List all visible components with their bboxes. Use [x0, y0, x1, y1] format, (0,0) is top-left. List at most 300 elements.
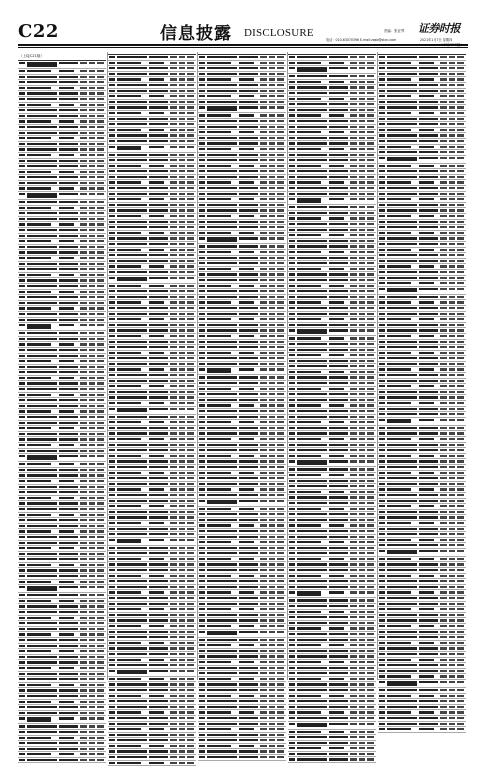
- table-cell: [170, 563, 177, 565]
- table-cell: [19, 349, 25, 351]
- table-cell: [440, 466, 447, 468]
- table-cell: [117, 73, 147, 75]
- table-cell: [59, 291, 74, 293]
- table-cell: [179, 198, 185, 200]
- table-cell: [297, 120, 327, 122]
- table-cell: [440, 112, 447, 114]
- table-cell: [59, 656, 78, 658]
- table-cell: [367, 541, 374, 543]
- table-cell: [97, 76, 104, 78]
- table-cell: [260, 137, 267, 139]
- table-cell: [297, 485, 327, 487]
- table-cell: [269, 114, 275, 116]
- table-cell: [289, 170, 295, 172]
- table-cell: [260, 472, 267, 474]
- table-cell: [297, 257, 327, 259]
- table-cell: [199, 728, 205, 730]
- table-cell: [387, 603, 417, 605]
- table-cell: [457, 460, 464, 462]
- table-cell: [350, 301, 357, 303]
- table-cell: [89, 427, 95, 429]
- table-cell: [80, 307, 87, 309]
- table-cell: [117, 90, 147, 92]
- table-cell: [419, 539, 434, 541]
- table-cell: [269, 159, 275, 161]
- editor-line: 责编：张亚琴: [384, 28, 404, 33]
- table-cell: [207, 455, 231, 457]
- table-cell: [440, 642, 447, 644]
- table-cell: [170, 335, 177, 337]
- table-cell: [359, 485, 365, 487]
- table-cell: [297, 547, 327, 549]
- table-cell: [187, 642, 194, 644]
- table-cell: [367, 229, 374, 231]
- table-cell: [179, 385, 185, 387]
- table-cell: [379, 700, 385, 702]
- table-cell: [27, 617, 51, 619]
- table-row: [198, 499, 286, 507]
- table-cell: [170, 204, 177, 206]
- table-cell: [187, 254, 194, 256]
- table-cell: [329, 552, 348, 554]
- table-cell: [187, 438, 194, 440]
- table-cell: [449, 402, 455, 404]
- table-cell: [170, 466, 177, 468]
- table-cell: [419, 296, 438, 298]
- table-cell: [289, 468, 295, 470]
- table-cell: [97, 81, 104, 83]
- table-cell: [170, 221, 177, 223]
- table-cell: [419, 237, 438, 239]
- table-cell: [199, 382, 205, 384]
- table-cell: [367, 455, 374, 457]
- table-cell: [449, 62, 455, 64]
- table-cell: [149, 73, 168, 75]
- table-cell: [117, 695, 141, 697]
- table-cell: [277, 221, 284, 223]
- table-cell: [207, 717, 237, 719]
- table-cell: [97, 753, 104, 755]
- table-cell: [359, 474, 365, 476]
- table-cell: [367, 468, 374, 470]
- table-cell: [59, 332, 78, 334]
- table-cell: [289, 212, 295, 214]
- table-cell: [289, 376, 295, 378]
- table-cell: [239, 237, 258, 239]
- table-cell: [199, 357, 205, 359]
- table-cell: [117, 547, 147, 549]
- table-cell: [297, 165, 321, 167]
- table-cell: [89, 450, 95, 452]
- table-cell: [260, 126, 267, 128]
- table-cell: [457, 689, 464, 691]
- table-cell: [117, 95, 141, 97]
- table-cell: [19, 223, 25, 225]
- table-cell: [289, 131, 295, 133]
- table-cell: [269, 591, 275, 593]
- table-cell: [329, 519, 348, 521]
- table-cell: [109, 608, 115, 610]
- table-cell: [359, 329, 365, 331]
- table-cell: [207, 631, 237, 636]
- table-cell: [379, 675, 385, 677]
- table-cell: [239, 215, 254, 217]
- table-cell: [289, 513, 295, 515]
- table-cell: [207, 285, 231, 287]
- masthead-rule-thin: [18, 47, 468, 48]
- table-cell: [239, 251, 254, 253]
- table-cell: [329, 137, 348, 139]
- table-cell: [19, 81, 25, 83]
- table-cell: [59, 639, 78, 641]
- table-cell: [170, 734, 177, 736]
- table-cell: [297, 611, 321, 613]
- table-cell: [59, 491, 78, 493]
- table-cell: [187, 670, 194, 672]
- table-cell: [367, 536, 374, 538]
- table-cell: [179, 209, 185, 211]
- table-cell: [239, 346, 258, 348]
- table-cell: [239, 438, 254, 440]
- table-cell: [449, 134, 455, 136]
- table-cell: [27, 438, 57, 440]
- table-cell: [117, 416, 147, 418]
- table-cell: [199, 148, 205, 150]
- table-cell: [149, 483, 168, 485]
- table-cell: [27, 285, 57, 287]
- table-cell: [419, 569, 438, 571]
- table-cell: [179, 603, 185, 605]
- table-cell: [59, 569, 78, 571]
- table-cell: [379, 723, 385, 725]
- table-cell: [379, 329, 385, 331]
- table-cell: [149, 193, 168, 195]
- table-cell: [350, 706, 357, 708]
- table-cell: [27, 497, 51, 499]
- table-cell: [19, 371, 25, 373]
- table-cell: [199, 444, 205, 446]
- table-cell: [367, 86, 374, 88]
- table-cell: [449, 329, 455, 331]
- table-cell: [329, 159, 348, 161]
- table-cell: [59, 502, 78, 504]
- table-cell: [239, 591, 254, 593]
- table-cell: [19, 240, 25, 242]
- table-cell: [109, 575, 115, 577]
- table-cell: [187, 170, 194, 172]
- table-cell: [350, 485, 357, 487]
- table-cell: [457, 505, 464, 507]
- table-cell: [97, 201, 104, 203]
- table-cell: [179, 597, 185, 599]
- table-cell: [179, 221, 185, 223]
- table-cell: [89, 575, 95, 577]
- table-cell: [379, 385, 385, 387]
- table-cell: [97, 394, 104, 396]
- table-cell: [329, 747, 344, 749]
- table-cell: [89, 497, 95, 499]
- table-cell: [419, 483, 438, 485]
- table-cell: [117, 563, 147, 565]
- table-cell: [59, 165, 78, 167]
- table-cell: [350, 290, 357, 292]
- table-cell: [449, 472, 455, 474]
- table-cell: [187, 402, 194, 404]
- table-cell: [97, 469, 104, 471]
- table-cell: [109, 165, 115, 167]
- table-cell: [440, 558, 447, 560]
- table-cell: [457, 432, 464, 434]
- table-cell: [379, 335, 385, 337]
- table-cell: [179, 329, 185, 331]
- table-cell: [187, 62, 194, 64]
- table-cell: [449, 670, 455, 672]
- table-cell: [179, 432, 185, 434]
- table-cell: [19, 701, 25, 703]
- table-cell: [170, 154, 177, 156]
- table-cell: [350, 273, 357, 275]
- table-cell: [449, 544, 455, 546]
- table-cell: [269, 279, 275, 281]
- table-cell: [367, 343, 374, 345]
- table-cell: [329, 508, 344, 510]
- table-cell: [117, 642, 141, 644]
- table-cell: [367, 98, 374, 100]
- table-cell: [27, 678, 57, 680]
- table-cell: [199, 221, 205, 223]
- table-cell: [199, 513, 205, 515]
- table-cell: [449, 232, 455, 234]
- table-cell: [289, 605, 295, 607]
- table-cell: [260, 382, 267, 384]
- table-cell: [419, 494, 438, 496]
- table-cell: [59, 355, 78, 357]
- table-cell: [387, 329, 417, 331]
- table-cell: [289, 427, 295, 429]
- table-cell: [449, 165, 455, 167]
- table-cell: [367, 558, 374, 560]
- table-cell: [59, 684, 74, 686]
- table-cell: [109, 129, 115, 131]
- table-cell: [207, 154, 237, 156]
- table-cell: [260, 580, 267, 582]
- table-cell: [59, 76, 78, 78]
- table-cell: [379, 170, 385, 172]
- table-cell: [207, 376, 237, 378]
- table-cell: [269, 466, 275, 468]
- table-cell: [367, 605, 374, 607]
- table-cell: [260, 644, 267, 646]
- table-cell: [149, 683, 168, 685]
- table-cell: [269, 750, 275, 752]
- table-cell: [260, 678, 267, 680]
- table-cell: [379, 209, 385, 211]
- table-cell: [179, 112, 185, 114]
- table-cell: [170, 285, 177, 287]
- table-cell: [379, 516, 385, 518]
- table-cell: [207, 159, 237, 161]
- table-cell: [239, 644, 254, 646]
- table-cell: [109, 619, 115, 621]
- table-cell: [387, 181, 411, 183]
- table-cell: [207, 388, 231, 390]
- table-cell: [59, 474, 78, 476]
- table-cell: [149, 159, 168, 161]
- table-cell: [387, 563, 417, 565]
- table-cell: [170, 271, 177, 273]
- table-cell: [109, 516, 115, 518]
- table-cell: [59, 394, 74, 396]
- table-cell: [260, 603, 267, 605]
- table-cell: [97, 486, 104, 488]
- table-cell: [277, 717, 284, 719]
- table-cell: [179, 226, 185, 228]
- table-cell: [80, 274, 87, 276]
- table-cell: [379, 157, 385, 159]
- table-cell: [419, 723, 438, 725]
- table-cell: [117, 723, 147, 725]
- table-cell: [440, 528, 447, 530]
- table-cell: [89, 251, 95, 253]
- table-cell: [457, 112, 464, 114]
- table-cell: [149, 558, 164, 560]
- table-cell: [80, 706, 87, 708]
- table-cell: [359, 644, 365, 646]
- table-cell: [207, 221, 237, 223]
- table-cell: [19, 388, 25, 390]
- table-cell: [269, 597, 275, 599]
- table-cell: [27, 575, 57, 577]
- table-cell: [89, 148, 95, 150]
- table-cell: [277, 285, 284, 287]
- table-cell: [80, 229, 87, 231]
- table-cell: [359, 75, 365, 77]
- table-cell: [19, 137, 25, 139]
- table-cell: [379, 215, 385, 217]
- table-cell: [179, 706, 185, 708]
- table-cell: [367, 301, 374, 303]
- table-cell: [170, 750, 177, 752]
- table-cell: [387, 500, 417, 502]
- table-cell: [387, 494, 417, 496]
- table-cell: [80, 695, 87, 697]
- table-cell: [187, 154, 194, 156]
- disclosure-table-area: [18, 52, 468, 680]
- table-cell: [80, 455, 87, 457]
- table-cell: [277, 318, 284, 320]
- table-cell: [419, 329, 438, 331]
- table-cell: [329, 223, 348, 225]
- table-cell: [117, 374, 147, 376]
- table-cell: [97, 120, 104, 122]
- table-cell: [449, 619, 455, 621]
- table-cell: [207, 142, 237, 144]
- table-cell: [419, 642, 434, 644]
- table-cell: [457, 511, 464, 513]
- contact-line: 电话：010-63070396 E-mail:zqsb@stcn.com: [326, 37, 396, 42]
- table-cell: [387, 157, 417, 162]
- table-cell: [187, 659, 194, 661]
- table-cell: [239, 739, 258, 741]
- table-cell: [350, 444, 357, 446]
- table-cell: [329, 67, 348, 69]
- table-cell: [199, 262, 205, 264]
- table-cell: [379, 511, 385, 513]
- table-cell: [97, 564, 104, 566]
- table-cell: [117, 209, 147, 211]
- table-row: [378, 680, 466, 688]
- table-cell: [449, 187, 455, 189]
- table-cell: [367, 404, 374, 406]
- table-cell: [207, 62, 231, 64]
- table-cell: [239, 84, 258, 86]
- table-cell: [277, 508, 284, 510]
- table-cell: [239, 368, 254, 370]
- table-cell: [149, 522, 164, 524]
- table-cell: [419, 575, 434, 577]
- table-cell: [149, 528, 168, 530]
- table-cell: [179, 318, 185, 320]
- table-cell: [379, 550, 385, 552]
- table-cell: [149, 134, 168, 136]
- table-cell: [19, 399, 25, 401]
- table-cell: [387, 659, 411, 661]
- table-cell: [199, 683, 205, 685]
- table-cell: [149, 438, 164, 440]
- table-cell: [207, 547, 237, 549]
- table-cell: [239, 455, 254, 457]
- table-cell: [449, 254, 455, 256]
- table-cell: [289, 142, 295, 144]
- table-cell: [269, 706, 275, 708]
- table-cell: [89, 748, 95, 750]
- table-cell: [207, 488, 231, 490]
- table-cell: [260, 187, 267, 189]
- table-cell: [350, 324, 357, 326]
- table-cell: [117, 619, 147, 621]
- table-cell: [207, 341, 237, 343]
- table-cell: [419, 118, 438, 120]
- table-cell: [289, 655, 295, 657]
- table-cell: [179, 670, 185, 672]
- table-cell: [297, 622, 327, 624]
- table-cell: [269, 170, 275, 172]
- table-cell: [440, 653, 447, 655]
- table-cell: [170, 745, 177, 747]
- table-cell: [419, 165, 434, 167]
- table-cell: [359, 683, 365, 685]
- table-cell: [449, 460, 455, 462]
- table-cell: [269, 580, 275, 582]
- table-cell: [149, 56, 168, 58]
- table-cell: [239, 120, 258, 122]
- table-cell: [269, 416, 275, 418]
- table-cell: [89, 98, 95, 100]
- table-cell: [269, 301, 275, 303]
- table-cell: [419, 444, 438, 446]
- table-cell: [59, 422, 78, 424]
- table-cell: [289, 611, 295, 613]
- table-cell: [350, 285, 357, 287]
- table-cell: [350, 75, 357, 77]
- table-cell: [289, 633, 295, 635]
- table-cell: [239, 106, 258, 108]
- table-cell: [379, 460, 385, 462]
- table-cell: [80, 104, 87, 106]
- table-cell: [329, 114, 344, 116]
- table-cell: [449, 636, 455, 638]
- table-cell: [109, 62, 115, 64]
